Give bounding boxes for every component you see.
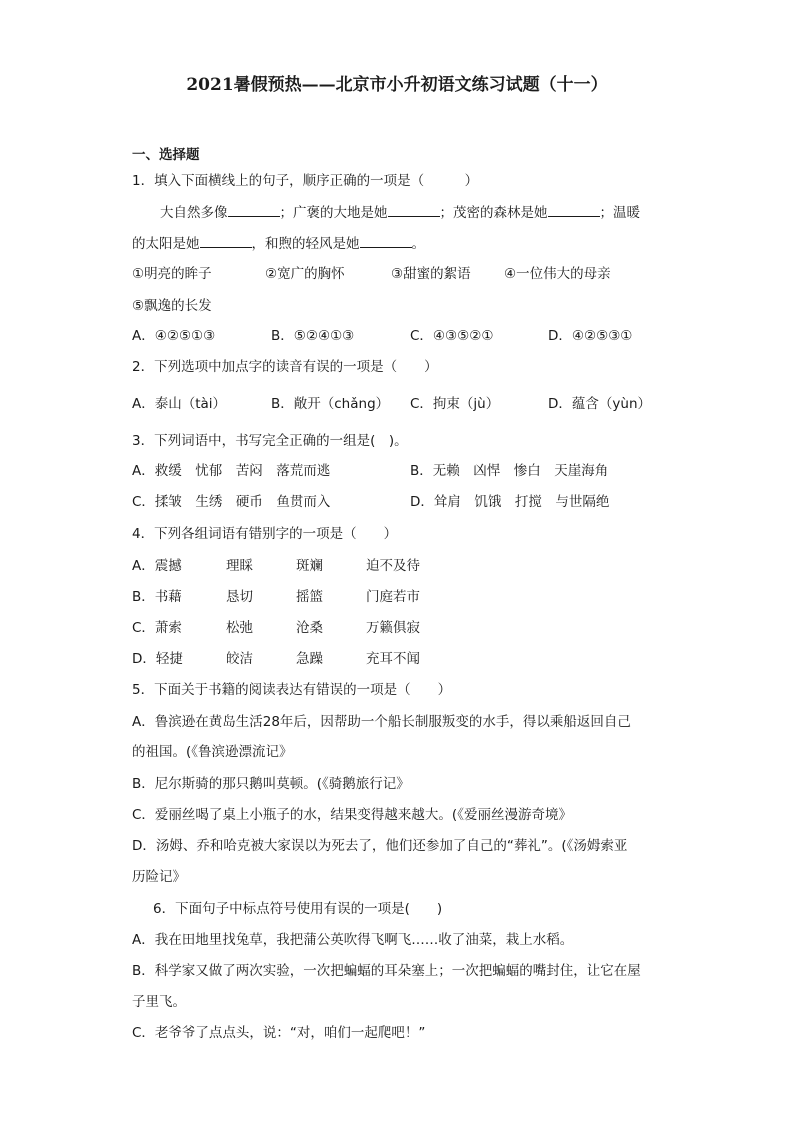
q5-option-a-cont: 的祖国。(《鲁滨逊漂流记》 bbox=[132, 744, 293, 760]
q1-item-1: ①明亮的眸子 bbox=[132, 266, 212, 282]
q1-option-d[interactable]: D．④②⑤③① bbox=[548, 328, 633, 344]
passage-text: ；广褒的大地是她 bbox=[279, 205, 388, 221]
question-3-stem: 3．下列词语中，书写完全正确的一组是( )。 bbox=[132, 433, 408, 449]
question-1-stem: 1．填入下面横线上的句子，顺序正确的一项是（ ） bbox=[132, 173, 479, 189]
q5-option-c[interactable]: C．爱丽丝喝了桌上小瓶子的水，结果变得越来越大。(《爱丽丝漫游奇境》 bbox=[132, 807, 572, 823]
q4-word: 松弛 bbox=[226, 620, 253, 636]
question-1-passage-line-1 bbox=[160, 203, 640, 222]
answer-blank[interactable] bbox=[388, 203, 440, 217]
q4-option-b[interactable]: B．书藉 bbox=[132, 589, 182, 605]
q2-option-b[interactable]: B．敞开（chǎng） bbox=[271, 396, 390, 412]
page-title: 2021暑假预热——北京市小升初语文练习试题（十一） bbox=[186, 75, 608, 95]
q4-word: 门庭若市 bbox=[366, 589, 420, 605]
q2-option-c[interactable]: C．拘束（jù） bbox=[410, 396, 500, 412]
q1-item-3: ③甜蜜的絮语 bbox=[391, 266, 471, 282]
passage-text: 的太阳是她 bbox=[132, 236, 200, 252]
q3-option-c[interactable]: C．揉皱 生绣 硬币 鱼贯而入 bbox=[132, 494, 331, 510]
answer-blank[interactable] bbox=[200, 234, 252, 248]
q3-option-d[interactable]: D．耸肩 饥饿 打搅 与世隔绝 bbox=[410, 494, 610, 510]
q5-option-a[interactable]: A．鲁滨逊在黄岛生活28年后，因帮助一个船长制服叛变的水手，得以乘船返回自己 bbox=[132, 714, 631, 730]
passage-text: ，和煦的轻风是她 bbox=[251, 236, 360, 252]
q6-option-c[interactable]: C．老爷爷了点点头，说：“对，咱们一起爬吧！” bbox=[132, 1025, 426, 1041]
q3-option-a[interactable]: A．救缓 忧郁 苦闷 落荒而逃 bbox=[132, 463, 331, 479]
passage-text: 。 bbox=[411, 236, 425, 252]
q6-option-b-cont: 子里飞。 bbox=[132, 994, 186, 1010]
q4-word: 摇篮 bbox=[296, 589, 323, 605]
q1-option-b[interactable]: B．⑤②④①③ bbox=[271, 328, 355, 344]
q4-word: 迫不及待 bbox=[366, 558, 420, 574]
answer-blank[interactable] bbox=[228, 203, 280, 217]
question-6-stem: 6．下面句子中标点符号使用有误的一项是( ) bbox=[153, 901, 443, 917]
passage-text: 大自然多像 bbox=[160, 205, 228, 221]
q4-word: 万籁俱寂 bbox=[366, 620, 420, 636]
answer-blank[interactable] bbox=[360, 234, 412, 248]
question-1-passage-line-2 bbox=[132, 234, 425, 253]
q4-word: 皎洁 bbox=[226, 651, 253, 667]
q6-option-a[interactable]: A．我在田地里找兔草，我把蒲公英吹得飞啊飞……收了油菜，栽上水稻。 bbox=[132, 932, 574, 948]
q4-word: 充耳不闻 bbox=[366, 651, 420, 667]
q1-option-c[interactable]: C．④③⑤②① bbox=[410, 328, 494, 344]
q4-word: 斑斓 bbox=[296, 558, 323, 574]
question-4-stem: 4．下列各组词语有错别字的一项是（ ） bbox=[132, 526, 398, 542]
q5-option-b[interactable]: B．尼尔斯骑的那只鹅叫莫顿。(《骑鹅旅行记》 bbox=[132, 776, 410, 792]
q4-word: 理睬 bbox=[226, 558, 253, 574]
q1-item-4: ④一位伟大的母亲 bbox=[504, 266, 611, 282]
q5-option-d[interactable]: D．汤姆、乔和哈克被大家误以为死去了，他们还参加了自己的“葬礼”。(《汤姆索亚 bbox=[132, 838, 628, 854]
q1-item-2: ②宽广的胸怀 bbox=[265, 266, 345, 282]
q1-item-5: ⑤飘逸的长发 bbox=[132, 298, 212, 314]
q4-option-d[interactable]: D．轻捷 bbox=[132, 651, 183, 667]
q3-option-b[interactable]: B．无赖 凶悍 惨白 天崖海角 bbox=[410, 463, 609, 479]
q4-word: 急躁 bbox=[296, 651, 323, 667]
q2-option-a[interactable]: A．泰山（tài） bbox=[132, 396, 227, 412]
q1-option-a[interactable]: A．④②⑤①③ bbox=[132, 328, 216, 344]
q4-word: 沧桑 bbox=[296, 620, 323, 636]
q4-word: 恳切 bbox=[226, 589, 253, 605]
answer-blank[interactable] bbox=[548, 203, 600, 217]
passage-text: ；茂密的森林是她 bbox=[439, 205, 548, 221]
q5-option-d-cont: 历险记》 bbox=[132, 869, 186, 885]
question-2-stem: 2．下列选项中加点字的读音有误的一项是（ ） bbox=[132, 359, 438, 375]
q4-option-c[interactable]: C．萧索 bbox=[132, 620, 182, 636]
q2-option-d[interactable]: D．蕴含（yùn） bbox=[548, 396, 651, 412]
section-heading: 一、选择题 bbox=[132, 147, 200, 163]
passage-text: ；温暖 bbox=[599, 205, 640, 221]
question-5-stem: 5．下面关于书籍的阅读表达有错误的一项是（ ） bbox=[132, 682, 452, 698]
q4-option-a[interactable]: A．震撼 bbox=[132, 558, 182, 574]
q6-option-b[interactable]: B．科学家又做了两次实验，一次把蝙蝠的耳朵塞上；一次把蝙蝠的嘴封住，让它在屋 bbox=[132, 963, 641, 979]
